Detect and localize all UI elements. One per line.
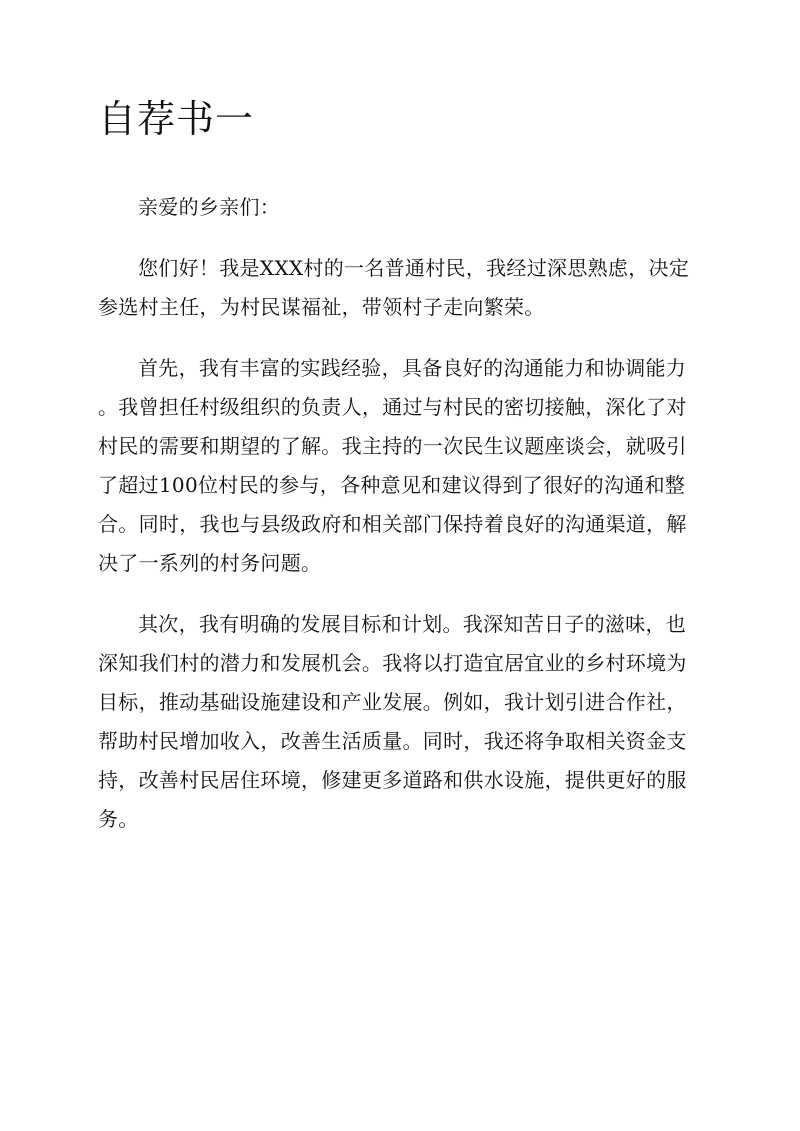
paragraph-experience <box>98 349 704 583</box>
paragraph-line: 务。 <box>98 807 139 831</box>
paragraph-goals <box>98 605 704 839</box>
paragraph-line: 持，改善村民居住环境，修建更多道路和供水设施，提供更好的服 <box>98 768 687 792</box>
paragraph-line: 其次，我有明确的发展目标和计划。我深知苦日子的滋味，也 <box>138 612 687 636</box>
paragraph-line: 合。同时，我也与县级政府和相关部门保持着良好的沟通渠道，解 <box>98 512 687 536</box>
paragraph-line: 亲爱的乡亲们： <box>138 195 281 219</box>
paragraph-greeting <box>98 188 704 227</box>
paragraph-line: 参选村主任，为村民谋福祉，带领村子走向繁荣。 <box>98 295 545 319</box>
paragraph-line: 深知我们村的潜力和发展机会。我将以打造宜居宜业的乡村环境为 <box>98 651 687 675</box>
document-body <box>98 188 704 861</box>
paragraph-line: 首先，我有丰富的实践经验，具备良好的沟通能力和协调能力 <box>138 356 687 380</box>
paragraph-line: 。我曾担任村级组织的负责人，通过与村民的密切接触，深化了对 <box>98 395 687 419</box>
paragraph-intro <box>98 249 704 327</box>
paragraph-line: 帮助村民增加收入，改善生活质量。同时，我还将争取相关资金支 <box>98 729 687 753</box>
paragraph-line: 决了一系列的村务问题。 <box>98 551 322 575</box>
document-title: 自荐书一 <box>98 97 255 141</box>
paragraph-line: 目标，推动基础设施建设和产业发展。例如，我计划引进合作社， <box>98 690 687 714</box>
paragraph-line: 村民的需要和期望的了解。我主持的一次民生议题座谈会，就吸引 <box>98 434 687 458</box>
paragraph-line: 了超过100位村民的参与，各种意见和建议得到了很好的沟通和整 <box>98 473 686 497</box>
paragraph-line: 您们好！我是XXX村的一名普通村民，我经过深思熟虑，决定 <box>138 256 690 280</box>
